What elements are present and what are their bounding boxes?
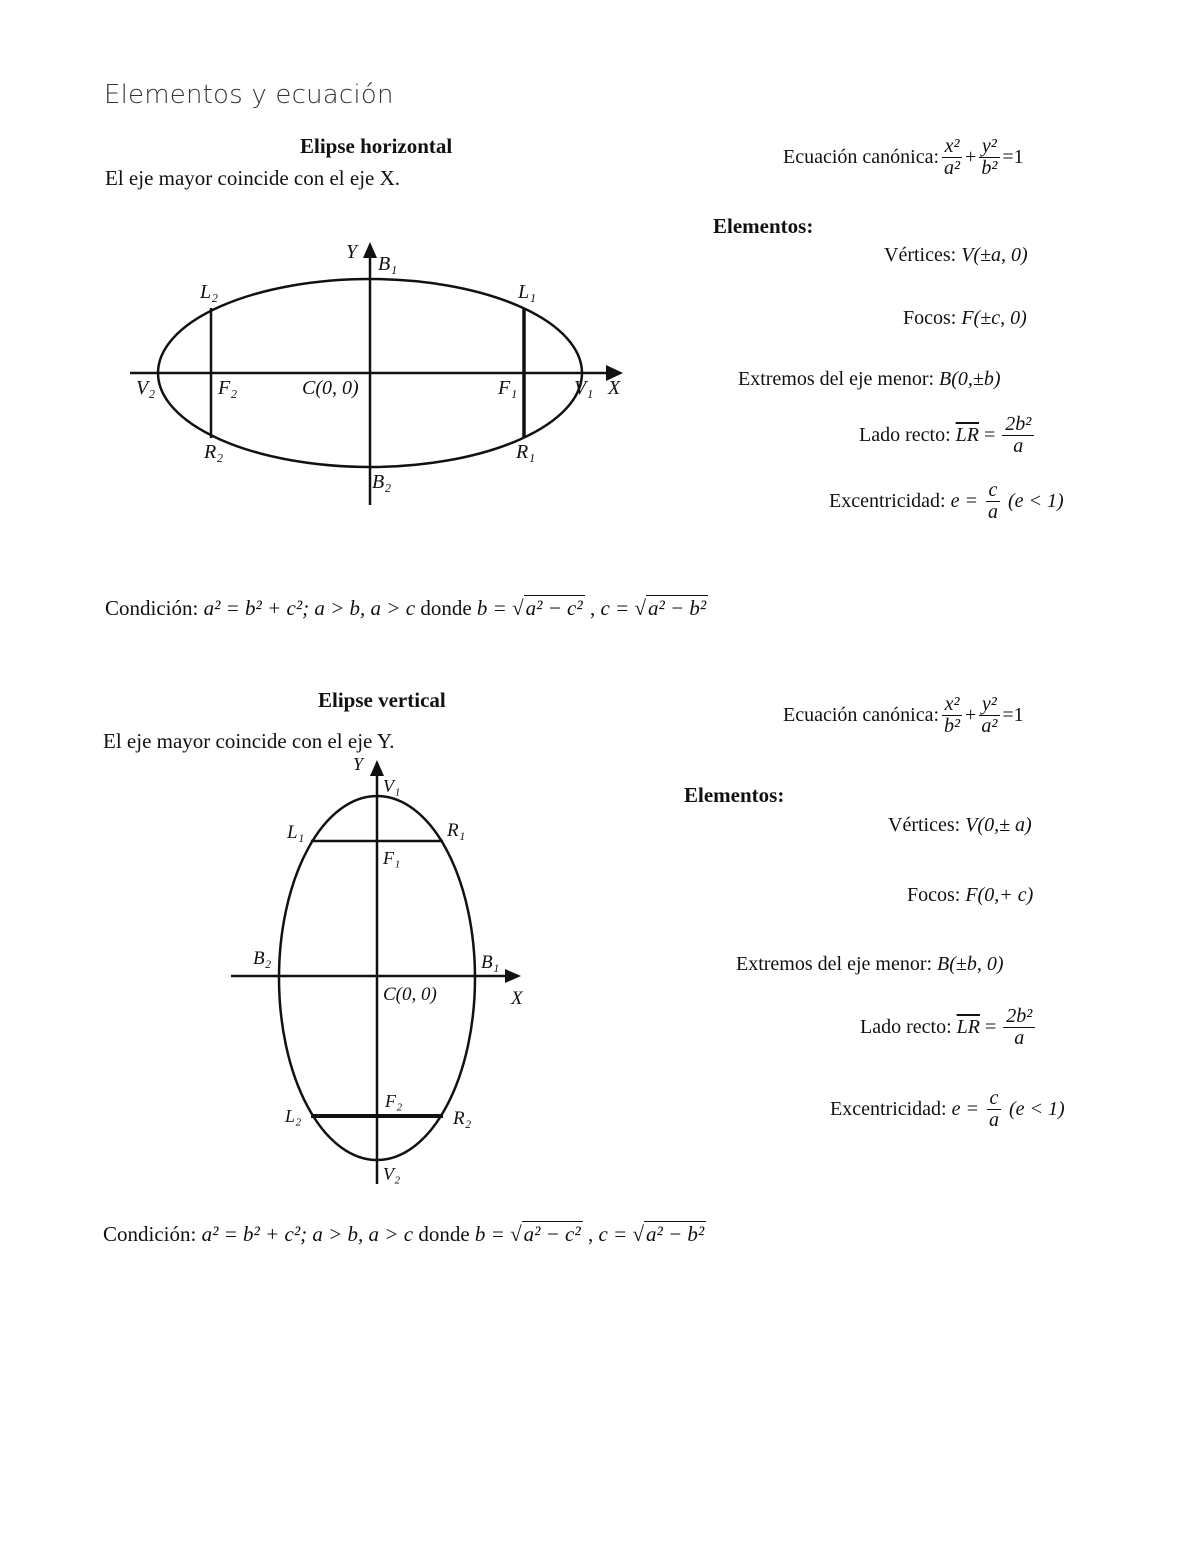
extremos-label: Extremos del eje menor: [738, 368, 935, 390]
label-Y: Y [353, 754, 364, 774]
horizontal-heading: Elipse horizontal [300, 134, 453, 158]
condicion-b-radicand: a² − c² [523, 1222, 581, 1246]
lado-recto-den: a [1014, 1027, 1025, 1049]
eq-term2-den: b² [981, 157, 998, 179]
condicion-donde: donde [420, 596, 472, 620]
label-V2: V₂ [136, 377, 156, 399]
horizontal-extremos [738, 368, 1001, 391]
lado-recto-eq: = [983, 424, 996, 446]
eq-term2-num: y² [979, 136, 1000, 158]
label-F1: F₁ [383, 848, 401, 868]
label-B2: B₂ [253, 948, 272, 969]
eq-term1-num: x² [942, 136, 963, 158]
vertical-subtitle: El eje mayor coincide con el eje Y. [103, 729, 395, 753]
lado-recto-eq: = [984, 1016, 997, 1038]
focos-value: F(±c, 0) [961, 307, 1027, 329]
label-L2: L₂ [285, 1106, 302, 1126]
lado-recto-label: Lado recto: [860, 1016, 952, 1038]
vertical-ellipse-diagram [225, 752, 545, 1192]
condicion-donde: donde [418, 1222, 470, 1246]
vertical-heading: Elipse vertical [318, 688, 446, 712]
eq-term2-num: y² [979, 694, 1000, 716]
lado-recto-lhs: $\overline{LR}$ [955, 424, 979, 446]
vertical-vertices [888, 814, 1032, 837]
x-axis-arrow-icon [505, 969, 521, 983]
extremos-label: Extremos del eje menor: [736, 953, 933, 975]
condicion-text: a² = b² + c²; a > b, a > c [203, 596, 416, 620]
label-R2: R₂ [453, 1108, 472, 1129]
page-title: Elementos y ecuación [104, 80, 394, 110]
horizontal-lado-recto [859, 414, 1036, 457]
label-F2: F₂ [385, 1091, 403, 1111]
focos-label: Focos: [907, 884, 961, 906]
focos-label: Focos: [903, 307, 957, 329]
condicion-b-radicand: a² − c² [525, 596, 583, 620]
eq-term1-den: a² [944, 157, 961, 179]
label-B2: B₂ [372, 471, 392, 493]
horizontal-equation [783, 136, 1024, 179]
y-axis-arrow-icon [363, 242, 377, 258]
vertices-label: Vértices: [888, 814, 961, 836]
condicion-c-radicand: a² − b² [647, 596, 707, 620]
equation-label: Ecuación canónica: [783, 146, 940, 168]
condicion-c-eq: c = [600, 596, 630, 620]
excentricidad-den: a [988, 501, 998, 523]
condicion-c-radicand: a² − b² [645, 1222, 705, 1246]
extremos-value: B(±b, 0) [937, 953, 1004, 975]
extremos-value: B(0,±b) [939, 368, 1001, 390]
condicion-sep: , [587, 1222, 594, 1246]
lado-recto-den: a [1013, 435, 1024, 457]
horizontal-excentricidad [829, 480, 1064, 523]
condicion-b-eq: b = [474, 1222, 505, 1246]
eq-rhs: =1 [1002, 146, 1024, 168]
condicion-label: Condición: [103, 1222, 197, 1246]
lado-recto-num: 2b² [1003, 1006, 1035, 1028]
excentricidad-label: Excentricidad: [829, 490, 946, 512]
label-R2: R₂ [204, 441, 224, 463]
excentricidad-lhs: e = [950, 490, 978, 512]
label-L2: L₂ [200, 281, 219, 303]
eq-plus: + [965, 146, 977, 168]
vertical-condicion: Condición: a² = b² + c²; a > b, a > c donde b = √a² − c² , c = √a² − b² [103, 1222, 705, 1246]
label-F1: F₁ [498, 377, 518, 399]
vertices-value: V(0,± a) [965, 814, 1032, 836]
eq-term2-den: a² [981, 715, 998, 737]
vertical-equation [783, 694, 1024, 737]
label-L1: L₁ [518, 281, 537, 303]
vertices-value: V(±a, 0) [961, 244, 1028, 266]
label-F2: F₂ [218, 377, 238, 399]
label-R1: R₁ [447, 820, 466, 841]
horizontal-subtitle: El eje mayor coincide con el eje X. [105, 166, 401, 190]
eq-term1-den: b² [944, 715, 961, 737]
lado-recto-num: 2b² [1002, 414, 1034, 436]
horizontal-condicion: Condición: a² = b² + c²; a > b, a > c donde b = √a² − c² , c = √a² − b² [105, 596, 707, 620]
condicion-sep: , [589, 596, 596, 620]
condicion-text: a² = b² + c²; a > b, a > c [201, 1222, 414, 1246]
vertical-elements-heading: Elementos: [684, 783, 785, 807]
label-X: X [511, 988, 523, 1009]
horizontal-vertices [884, 244, 1028, 267]
condicion-label: Condición: [105, 596, 199, 620]
vertical-excentricidad [830, 1088, 1065, 1131]
label-X: X [608, 377, 621, 399]
excentricidad-lhs: e = [951, 1098, 979, 1120]
horizontal-elements-heading: Elementos: [713, 214, 814, 238]
vertical-lado-recto [860, 1006, 1037, 1049]
label-B1: B₁ [378, 253, 398, 275]
excentricidad-num: c [986, 480, 1001, 502]
y-axis-arrow-icon [370, 760, 384, 776]
label-V1: V₁ [574, 377, 594, 399]
label-V2: V₂ [383, 1164, 401, 1184]
excentricidad-den: a [989, 1109, 999, 1131]
label-V1: V₁ [383, 776, 401, 796]
equation-label: Ecuación canónica: [783, 704, 940, 726]
vertical-focos [907, 884, 1033, 907]
label-C: C(0, 0) [383, 984, 437, 1005]
lado-recto-lhs: $\overline{LR}$ [956, 1016, 980, 1038]
horizontal-ellipse-diagram [120, 230, 640, 520]
excentricidad-cond: (e < 1) [1009, 1098, 1065, 1120]
label-C: C(0, 0) [302, 377, 359, 399]
label-R1: R₁ [516, 441, 536, 463]
eq-term1-num: x² [942, 694, 963, 716]
vertices-label: Vértices: [884, 244, 957, 266]
excentricidad-num: c [987, 1088, 1002, 1110]
excentricidad-cond: (e < 1) [1008, 490, 1064, 512]
eq-rhs: =1 [1002, 704, 1024, 726]
vertical-extremos [736, 953, 1004, 976]
excentricidad-label: Excentricidad: [830, 1098, 947, 1120]
condicion-c-eq: c = [598, 1222, 628, 1246]
lado-recto-label: Lado recto: [859, 424, 951, 446]
label-Y: Y [346, 241, 358, 263]
horizontal-focos [903, 307, 1027, 330]
label-L1: L₁ [287, 822, 305, 843]
condicion-b-eq: b = [476, 596, 507, 620]
eq-plus: + [965, 704, 977, 726]
focos-value: F(0,+ c) [965, 884, 1034, 906]
label-B1: B₁ [481, 952, 500, 973]
